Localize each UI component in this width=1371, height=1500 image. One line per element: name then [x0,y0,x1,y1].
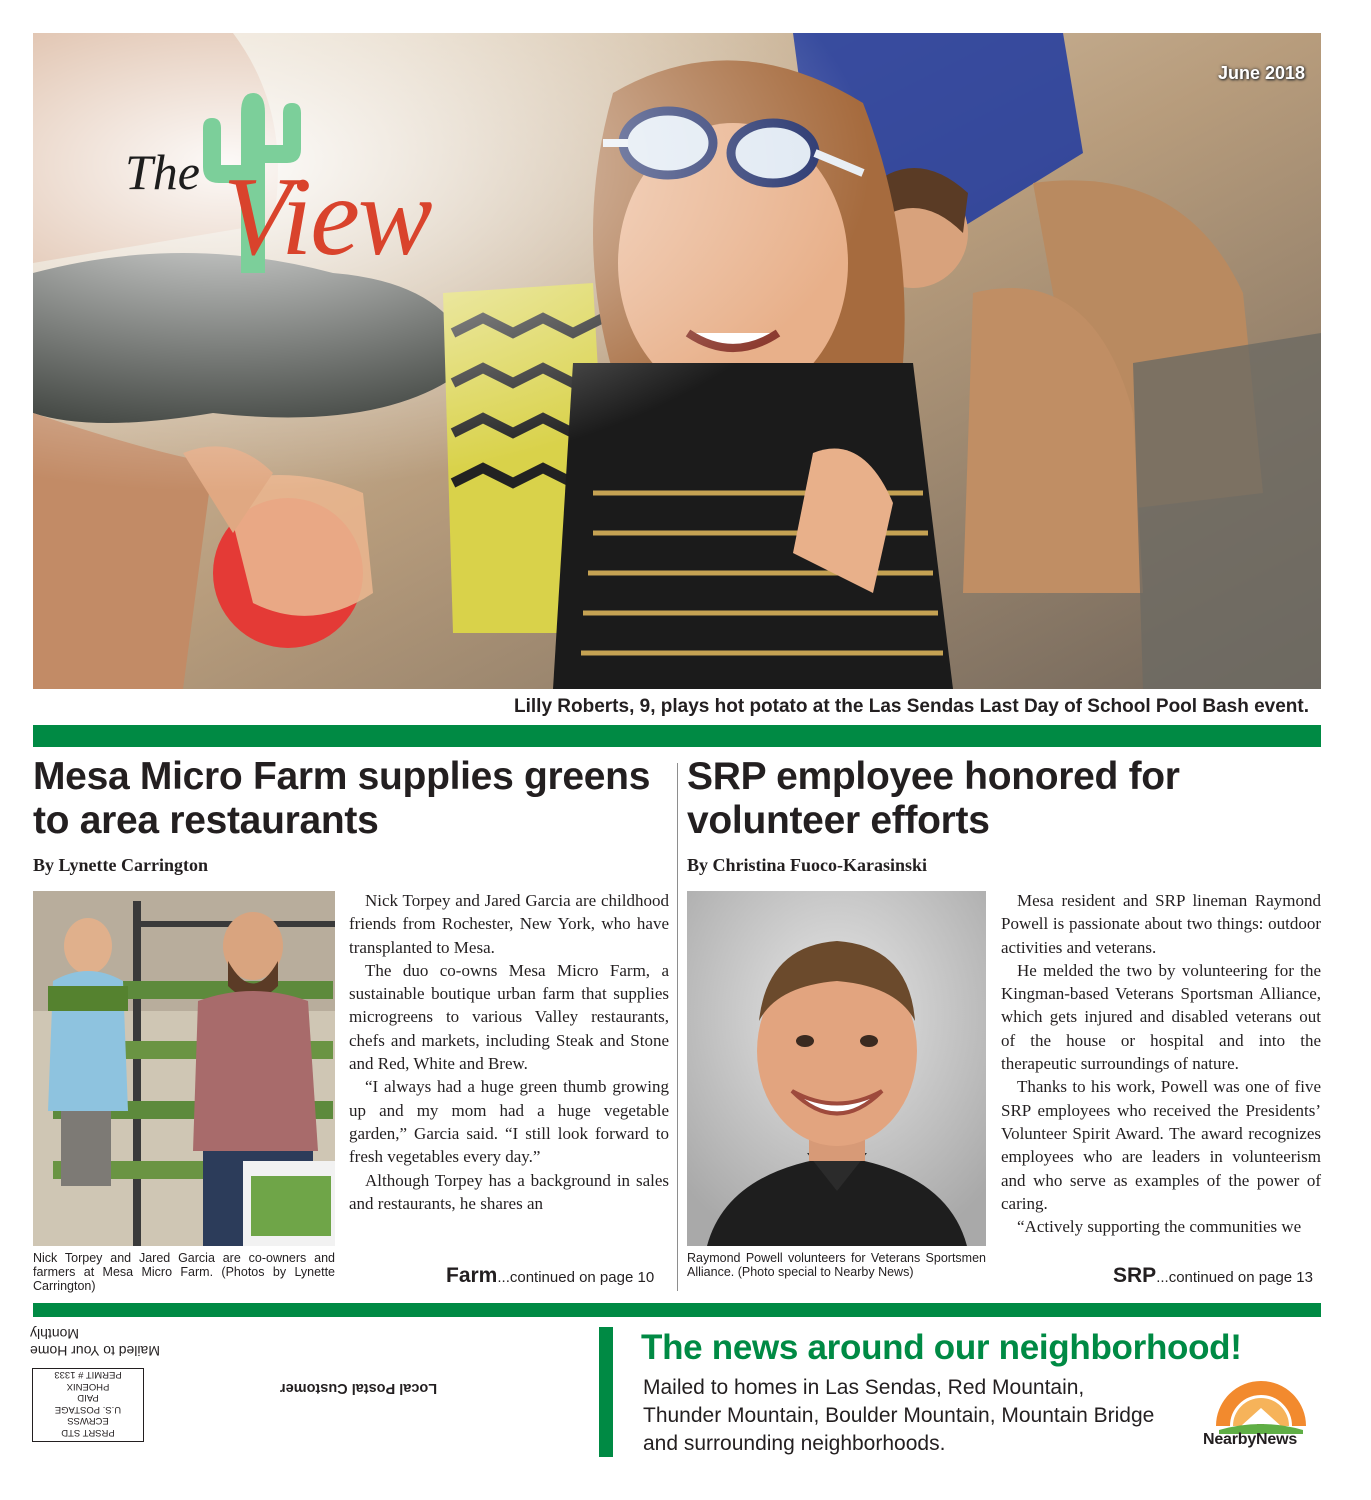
jump-word: Farm [446,1264,498,1287]
promo-title: The news around our neighborhood! [641,1328,1242,1367]
article-mesa-micro-farm [33,755,670,876]
continued-link-farm[interactable] [446,1264,654,1288]
section-divider-bottom [33,1303,1321,1317]
continued-link-srp[interactable] [1113,1264,1313,1288]
jump-word: SRP [1113,1264,1157,1287]
cover-photo [33,33,1321,689]
article-paragraph: He melded the two by volunteering for the Kingman-based Veterans Sportsman Alliance, which gets injured and disabled veterans out of the house or hospital and into the therapeutic surroundings of nature. [1001,960,1321,1074]
masthead-title-large: View [223,155,431,279]
article-body [349,889,669,1215]
postage-line: PHOENIX [66,1381,110,1392]
article-headline: Mesa Micro Farm supplies greens to area restaurants [33,755,651,842]
farm-photo-caption: Nick Torpey and Jared Garcia are co-owners and farmers at Mesa Micro Farm. (Photos by Lynette Carrington) [33,1251,335,1293]
article-byline: By Christina Fuoco-Karasinski [687,855,928,875]
article-paragraph: “I always had a huge green thumb growing up and my mom had a huge vegetable garden,” Garcia said. “I still look forward to fresh vegetables every day.” [349,1077,669,1167]
section-divider-top [33,725,1321,747]
promo-description: Mailed to homes in Las Sendas, Red Mountain, Thunder Mountain, Boulder Mountain, Mountain Bridge and surrounding neighborhoods. [643,1376,1155,1455]
article-paragraph: Mesa resident and SRP lineman Raymond Powell is passionate about two things: outdoor activities and veterans. [1001,891,1321,957]
postage-line: PERMIT # 1333 [54,1369,122,1381]
postage-line: U.S. POSTAGE [54,1404,122,1415]
powell-portrait-photo [687,891,986,1246]
article-headline: SRP employee honored for volunteer efforts [687,755,1180,842]
mailed-to-home-notice: Mailed to Your Home Monthly [30,1326,160,1359]
powell-photo-caption: Raymond Powell volunteers for Veterans Sportsmen Alliance. (Photo special to Nearby News) [687,1251,986,1279]
jump-text: ...continued on page 13 [1156,1269,1313,1286]
masthead-title-small: The [125,144,200,200]
jump-text: ...continued on page 10 [497,1269,655,1286]
article-byline: By Lynette Carrington [33,855,208,875]
column-divider [677,763,678,1291]
article-body [1001,889,1321,1238]
issue-date: June 2018 [1217,63,1305,83]
article-paragraph: Thanks to his work, Powell was one of five SRP employees who received the Presidents’ Volunteer Spirit Award. The award recognizes employees who are leaders in volunteerism and who serve as examples of the power of caring. [1001,1077,1321,1213]
farm-photo [33,891,335,1246]
postage-line: PAID [77,1392,99,1404]
article-paragraph: Although Torpey has a background in sales and restaurants, he shares an [349,1170,669,1213]
promo-accent-bar [599,1327,613,1457]
masthead-logo [73,63,473,293]
postage-indicia [32,1368,144,1442]
postage-line: ECRWSS [67,1415,109,1427]
article-paragraph: The duo co-owns Mesa Micro Farm, a sustainable boutique urban farm that supplies microgreens to various Valley restaurants, chefs and markets, including Steak and Stone and Red, White and Brew. [349,960,669,1074]
article-paragraph: Nick Torpey and Jared Garcia are childhood friends from Rochester, New York, who have transplanted to Mesa. [349,891,669,957]
nearby-news-brand: NearbyNews [1203,1431,1298,1448]
article-srp-employee [687,755,1321,876]
postal-customer-label: Local Postal Customer [280,1380,438,1396]
postage-line: PRSRT STD [61,1427,115,1438]
article-paragraph: “Actively supporting the communities we [1017,1217,1302,1237]
cover-photo-caption: Lilly Roberts, 9, plays hot potato at the Las Sendas Last Day of School Pool Bash event. [33,689,1321,725]
